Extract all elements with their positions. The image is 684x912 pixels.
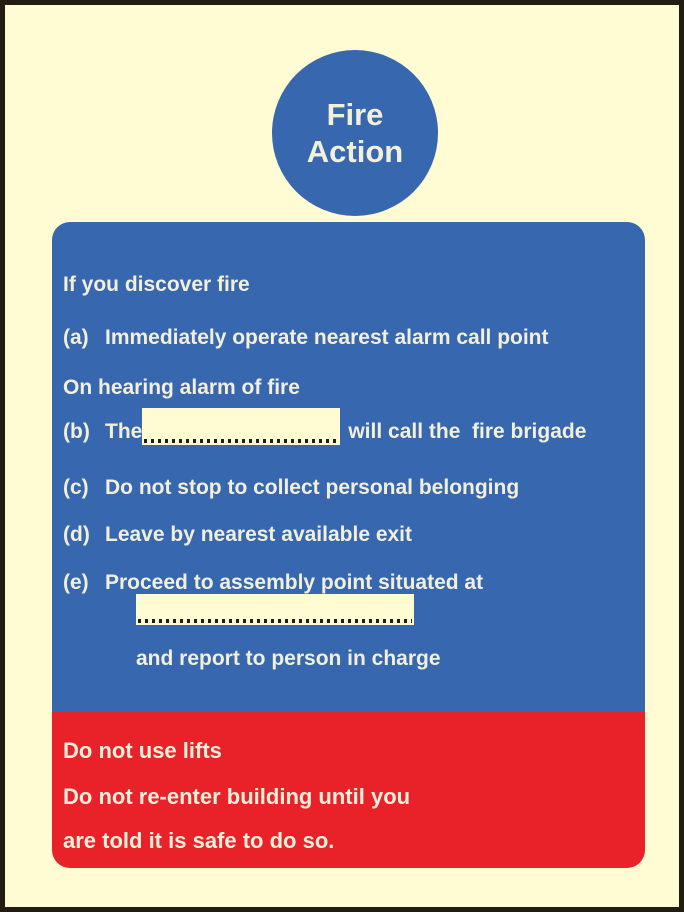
instruction-c-label: (c) — [63, 476, 89, 499]
instruction-e-text: Proceed to assembly point situated at — [105, 571, 484, 594]
badge-title-line1: Fire — [326, 97, 384, 132]
instruction-c — [63, 475, 519, 501]
instruction-c-text: Do not stop to collect personal belonging — [105, 476, 520, 499]
instruction-e-label: (e) — [63, 571, 89, 594]
intro-discover-fire: If you discover fire — [63, 273, 250, 296]
warning-panel — [52, 712, 645, 868]
warning-no-reenter-1: Do not re-enter building until you — [63, 784, 411, 809]
instruction-b-suffix: will call the fire brigade — [348, 420, 587, 443]
instruction-d-label: (d) — [63, 523, 90, 546]
instruction-b — [63, 408, 586, 445]
instruction-b-label: (b) — [63, 420, 90, 443]
fill-in-blank-caller — [142, 408, 340, 445]
fill-in-blank-assembly-point — [136, 594, 414, 625]
instruction-e-followup: and report to person in charge — [136, 647, 441, 670]
instruction-d-text: Leave by nearest available exit — [105, 523, 413, 546]
instruction-b-prefix: The — [105, 420, 143, 443]
fire-action-badge — [272, 50, 438, 216]
instruction-d — [63, 522, 412, 548]
instruction-a-label: (a) — [63, 326, 89, 349]
badge-title-line2: Action — [306, 134, 404, 169]
warning-no-lifts: Do not use lifts — [63, 738, 222, 763]
instructions-panel — [52, 222, 645, 712]
instruction-a-text: Immediately operate nearest alarm call point — [105, 326, 549, 349]
intro-hearing-alarm: On hearing alarm of fire — [63, 376, 300, 399]
instruction-a — [63, 325, 549, 351]
instruction-e — [63, 570, 483, 596]
warning-no-reenter-2: are told it is safe to do so. — [63, 828, 335, 853]
